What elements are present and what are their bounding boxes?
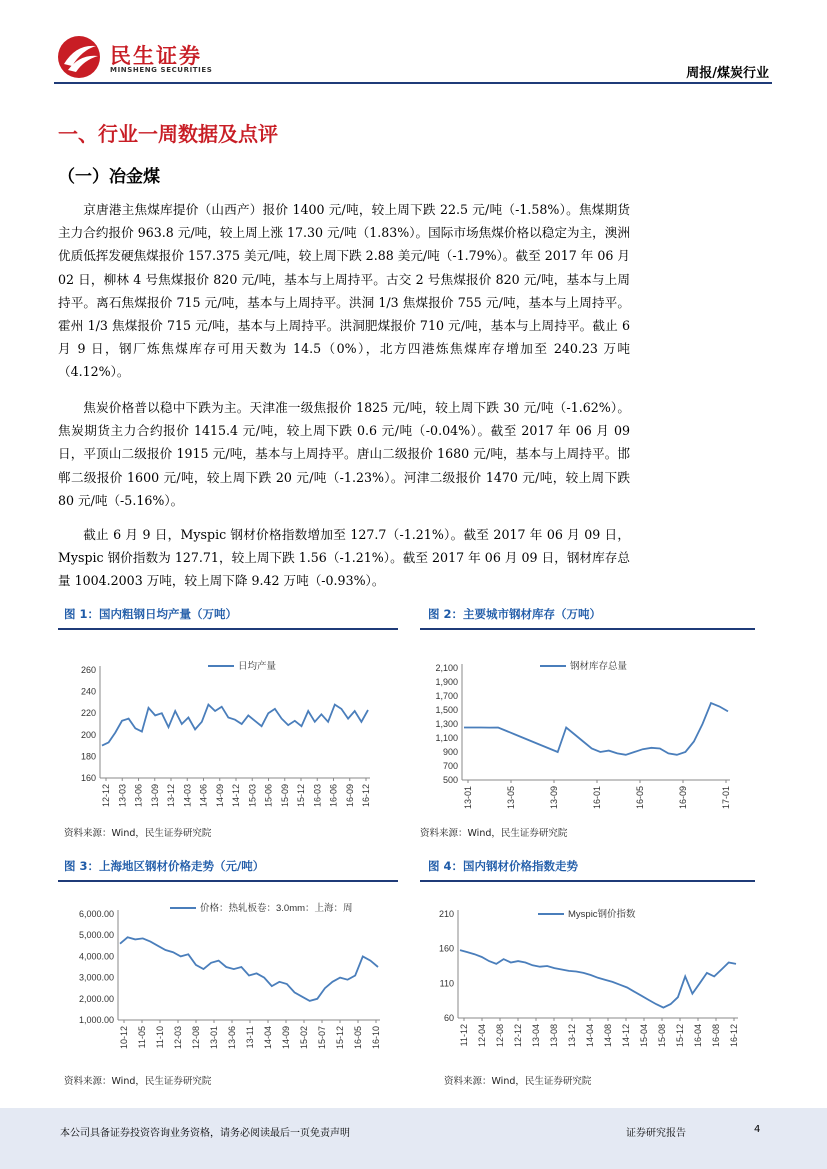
figure-1-source: 资料来源：Wind，民生证券研究院 bbox=[64, 828, 212, 839]
y-tick-label: 2,100 bbox=[435, 663, 458, 673]
x-tick-label: 13-12 bbox=[166, 784, 176, 808]
x-tick-label: 13-04 bbox=[531, 1024, 541, 1048]
series-line bbox=[120, 937, 378, 1001]
x-tick-label: 15-02 bbox=[299, 1026, 309, 1050]
x-tick-label: 16-05 bbox=[635, 786, 645, 810]
x-tick-label: 13-09 bbox=[549, 786, 559, 810]
x-tick-label: 14-04 bbox=[263, 1026, 273, 1050]
x-tick-label: 16-10 bbox=[371, 1026, 381, 1050]
page-number: 4 bbox=[754, 1124, 761, 1135]
x-tick-label: 14-12 bbox=[231, 784, 241, 808]
x-tick-label: 16-01 bbox=[592, 786, 602, 810]
y-tick-label: 60 bbox=[443, 1013, 454, 1023]
x-tick-label: 12-12 bbox=[513, 1024, 523, 1048]
y-tick-label: 1,300 bbox=[435, 719, 458, 729]
legend-label: 价格：热轧板卷：3.0mm：上海：周 bbox=[200, 903, 353, 914]
x-tick-label: 13-06 bbox=[227, 1026, 237, 1050]
x-tick-label: 14-06 bbox=[198, 784, 209, 808]
x-tick-label: 16-09 bbox=[678, 786, 688, 810]
x-tick-label: 13-12 bbox=[567, 1024, 577, 1048]
x-tick-label: 16-09 bbox=[344, 784, 355, 808]
figure-4-caption: 图 4：国内钢材价格指数走势 bbox=[428, 859, 579, 873]
chart-2 bbox=[420, 640, 755, 820]
y-tick-label: 3,000.00 bbox=[78, 972, 114, 983]
x-tick-label: 15-03 bbox=[247, 784, 258, 808]
x-tick-label: 15-12 bbox=[335, 1026, 345, 1050]
chart-1 bbox=[58, 640, 398, 820]
page-footer bbox=[0, 1108, 827, 1169]
header-divider bbox=[54, 82, 772, 84]
legend-label: 日均产量 bbox=[238, 661, 277, 672]
y-tick-label: 700 bbox=[442, 761, 458, 771]
y-tick-label: 240 bbox=[80, 686, 96, 697]
x-tick-label: 15-07 bbox=[317, 1026, 327, 1050]
legend-label: Myspic钢价指数 bbox=[568, 909, 636, 920]
x-tick-label: 16-03 bbox=[312, 784, 323, 808]
paragraph-coke: 焦炭价格普以稳中下跌为主。天津准一级焦报价 1825 元/吨，较上周下跌 30 元/吨（-1.62%）。焦炭期货主力合约报价 1415.4 元/吨，较上周下跌 0.6 元/吨（-0.04%）。截至 2017 年 06 月 09 日，平顶山二级报价 1915 元/吨，基本与上周持平。唐山二级报价 1680 元/吨，基本与上周持平。邯郸二级报价 1600 元/吨，较上周下跌 20 元/吨（-1.23%）。河津二级报价 1470 元/吨，较上周下跌 80 元/吨（-5.16%）。 bbox=[58, 400, 630, 508]
paragraph-steel: 截止 6 月 9 日，Myspic 钢材价格指数增加至 127.7（-1.21%）。截至 2017 年 06 月 09 日，Myspic 钢价指数为 127.71，较上周下跌 1.56（-1.21%）。截至 2017 年 06 月 09 日，钢材库存总量 1004.2003 万吨，较上周下降 9.42 万吨（-0.93%）。 bbox=[58, 527, 630, 589]
chart-4 bbox=[420, 892, 755, 1067]
y-tick-label: 1,100 bbox=[435, 733, 458, 743]
y-tick-label: 200 bbox=[80, 729, 96, 740]
x-tick-label: 15-09 bbox=[279, 784, 290, 808]
chart-2-svg bbox=[420, 640, 755, 820]
y-tick-label: 6,000.00 bbox=[78, 909, 114, 919]
page-header bbox=[0, 0, 827, 90]
series-line bbox=[460, 950, 736, 1008]
y-tick-label: 900 bbox=[442, 747, 458, 757]
x-tick-label: 12-08 bbox=[191, 1026, 201, 1050]
x-tick-label: 12-03 bbox=[173, 1026, 183, 1050]
figure-1-caption-line bbox=[58, 628, 398, 630]
figure-4-source: 资料来源：Wind，民生证券研究院 bbox=[444, 1076, 592, 1087]
series-line bbox=[464, 703, 728, 755]
x-tick-label: 13-01 bbox=[463, 786, 473, 810]
x-tick-label: 14-09 bbox=[281, 1026, 291, 1050]
x-tick-label: 16-08 bbox=[711, 1024, 721, 1048]
y-tick-label: 220 bbox=[80, 708, 96, 719]
paragraph-coking-coal: 京唐港主焦煤库提价（山西产）报价 1400 元/吨，较上周下跌 22.5 元/吨（-1.58%）。焦煤期货主力合约报价 963.8 元/吨，较上周上涨 17.30 元/吨（1.83%）。国际市场焦煤价格以稳定为主，澳洲优质低挥发硬焦煤报价 157.375 美元/吨，较上周下跌 2.88 美元/吨（-1.79%）。截至 2017 年 06 月 02 日，柳林 4 号焦煤报价 820 元/吨，基本与上周持平。古交 2 号焦煤报价 820 元/吨，基本与上周持平。离石焦煤报价 715 元/吨，基本与上周持平。洪洞 1/3 焦煤报价 755 元/吨，基本与上周持平。霍州 1/3 焦煤报价 715 元/吨，基本与上周持平。洪洞肥煤报价 710 元/吨，基本与上周持平。截止 6 月 9 日，钢厂炼焦煤库存可用天数为 14.5（0%），北方四港炼焦煤库存增加至 240.23 万吨（4.12%）。 bbox=[58, 202, 630, 380]
x-tick-label: 13-09 bbox=[149, 784, 160, 808]
footer-disclaimer: 本公司具备证券投资咨询业务资格，请务必阅读最后一页免责声明 bbox=[60, 1128, 350, 1139]
y-tick-label: 110 bbox=[439, 978, 454, 989]
figure-2-caption: 图 2：主要城市钢材库存（万吨） bbox=[428, 607, 602, 621]
figure-2-source: 资料来源：Wind，民生证券研究院 bbox=[420, 828, 568, 839]
report-type-label: 周报/煤炭行业 bbox=[686, 66, 769, 81]
figure-3-source: 资料来源：Wind，民生证券研究院 bbox=[64, 1076, 212, 1087]
minsheng-logo-icon bbox=[54, 34, 104, 80]
x-tick-label: 12-08 bbox=[495, 1024, 505, 1048]
x-tick-label: 16-06 bbox=[328, 784, 339, 808]
y-tick-label: 1,500 bbox=[435, 705, 458, 715]
y-tick-label: 500 bbox=[442, 775, 458, 785]
x-tick-label: 13-05 bbox=[506, 786, 516, 810]
figure-1-caption: 图 1：国内粗钢日均产量（万吨） bbox=[64, 607, 238, 621]
y-tick-label: 180 bbox=[80, 751, 96, 762]
y-tick-label: 160 bbox=[438, 943, 454, 954]
series-line bbox=[102, 705, 368, 746]
y-tick-label: 260 bbox=[80, 665, 96, 675]
figure-2-caption-line bbox=[420, 628, 755, 630]
footer-report-label: 证券研究报告 bbox=[626, 1128, 686, 1139]
figure-3-caption-line bbox=[58, 880, 398, 882]
y-tick-label: 2,000.00 bbox=[78, 993, 114, 1004]
x-tick-label: 11-05 bbox=[137, 1026, 147, 1049]
x-tick-label: 16-12 bbox=[361, 784, 371, 808]
x-tick-label: 11-10 bbox=[155, 1026, 165, 1049]
figure-3-caption: 图 3：上海地区钢材价格走势（元/吨） bbox=[64, 859, 265, 873]
x-tick-label: 14-04 bbox=[585, 1024, 595, 1048]
x-tick-label: 11-12 bbox=[459, 1024, 469, 1047]
x-tick-label: 13-06 bbox=[133, 784, 144, 808]
chart-1-svg bbox=[58, 640, 398, 820]
x-tick-label: 15-04 bbox=[639, 1024, 649, 1048]
x-tick-label: 12-12 bbox=[101, 784, 111, 808]
chart-3-svg bbox=[58, 892, 398, 1067]
y-tick-label: 1,000.00 bbox=[78, 1015, 114, 1025]
x-tick-label: 12-04 bbox=[477, 1024, 487, 1048]
x-tick-label: 10-12 bbox=[119, 1026, 129, 1050]
subsection-title: （一）冶金煤 bbox=[58, 167, 160, 187]
x-tick-label: 16-04 bbox=[693, 1024, 703, 1048]
y-tick-label: 160 bbox=[80, 773, 96, 783]
y-tick-label: 4,000.00 bbox=[78, 951, 114, 962]
section-title: 一、行业一周数据及点评 bbox=[58, 122, 278, 146]
figure-4-caption-line bbox=[420, 880, 755, 882]
y-tick-label: 5,000.00 bbox=[78, 930, 114, 941]
y-tick-label: 1,900 bbox=[435, 677, 458, 687]
x-tick-label: 13-11 bbox=[245, 1026, 255, 1049]
x-tick-label: 15-12 bbox=[675, 1024, 685, 1048]
x-tick-label: 15-08 bbox=[657, 1024, 667, 1048]
y-tick-label: 1,700 bbox=[435, 691, 458, 701]
x-tick-label: 16-05 bbox=[353, 1026, 363, 1050]
x-tick-label: 14-08 bbox=[603, 1024, 613, 1048]
x-tick-label: 15-06 bbox=[263, 784, 274, 808]
x-tick-label: 14-03 bbox=[182, 784, 193, 808]
company-name-en: MINSHENG SECURITIES bbox=[110, 66, 213, 74]
x-tick-label: 17-01 bbox=[721, 786, 731, 810]
x-tick-label: 13-03 bbox=[117, 784, 128, 808]
x-tick-label: 13-08 bbox=[549, 1024, 559, 1048]
x-tick-label: 16-12 bbox=[729, 1024, 739, 1048]
x-tick-label: 14-12 bbox=[621, 1024, 631, 1048]
x-tick-label: 15-12 bbox=[296, 784, 306, 808]
chart-4-svg bbox=[420, 892, 755, 1067]
chart-3 bbox=[58, 892, 398, 1067]
y-tick-label: 210 bbox=[438, 909, 454, 919]
x-tick-label: 14-09 bbox=[214, 784, 225, 808]
x-tick-label: 13-01 bbox=[209, 1026, 219, 1050]
legend-label: 钢材库存总量 bbox=[570, 661, 628, 672]
company-name-cn: 民生证券 bbox=[110, 44, 202, 68]
